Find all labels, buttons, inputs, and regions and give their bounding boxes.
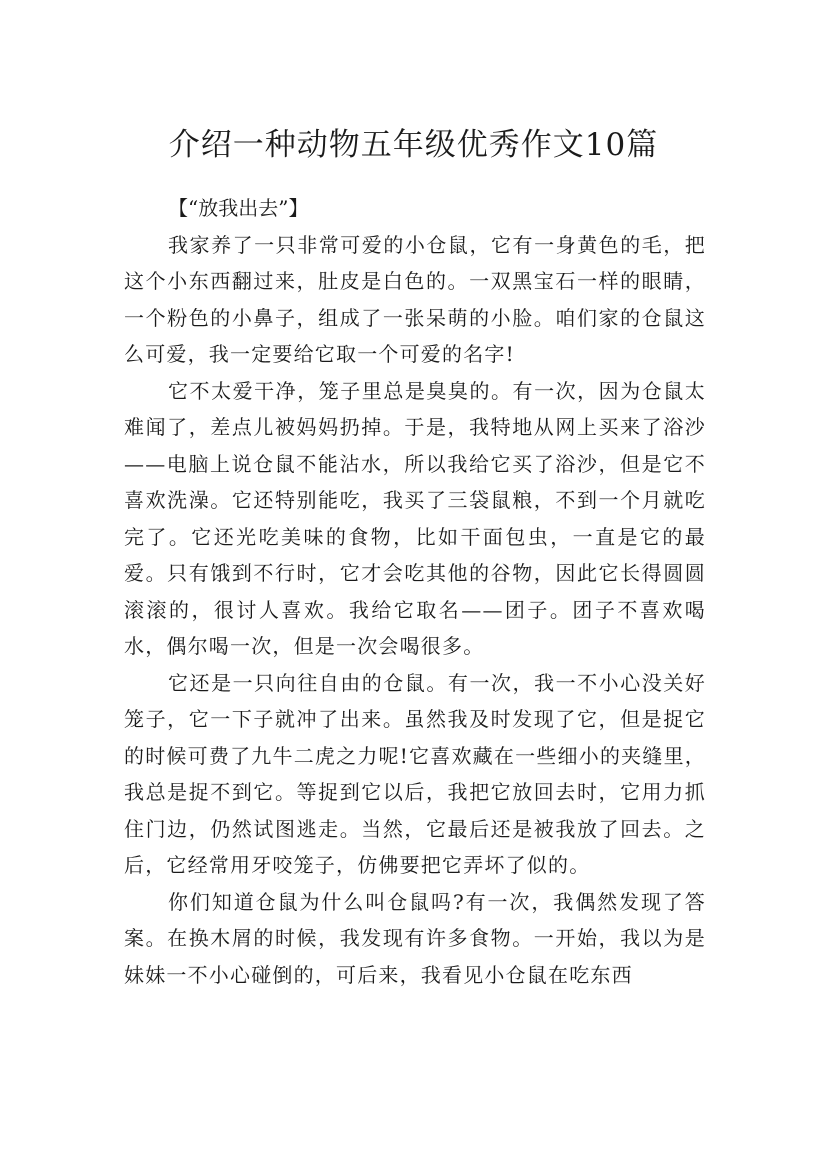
paragraph-1: 我家养了一只非常可爱的小仓鼠，它有一身黄色的毛，把这个小东西翻过来，肚皮是白色的。一双黑宝石一样的眼睛，一个粉色的小鼻子，组成了一张呆萌的小脸。咱们家的仓鼠这么可爱，我一定要给它取一个可爱的名字! — [124, 232, 706, 366]
paragraph-2: 它不太爱干净，笼子里总是臭臭的。有一次，因为仓鼠太难闻了，差点儿被妈妈扔掉。于是，我特地从网上买来了浴沙——电脑上说仓鼠不能沾水，所以我给它买了浴沙，但是它不喜欢洗澡。它还特别能吃，我买了三袋鼠粮，不到一个月就吃完了。它还光吃美味的食物，比如干面包虫，一直是它的最爱。只有饿到不行时，它才会吃其他的谷物，因此它长得圆圆滚滚的，很讨人喜欢。我给它取名——团子。团子不喜欢喝水，偶尔喝一次，但是一次会喝很多。 — [124, 378, 706, 658]
section-heading: 【“放我出去”】 — [168, 196, 309, 220]
document-title: 介绍一种动物五年级优秀作文10篇 — [168, 126, 659, 163]
document-body — [124, 190, 706, 993]
paragraph-4: 你们知道仓鼠为什么叫仓鼠吗?有一次，我偶然发现了答案。在换木屑的时候，我发现有许多食物。一开始，我以为是妹妹一不小心碰倒的，可后来，我看见小仓鼠在吃东西 — [124, 889, 706, 987]
paragraph-3: 它还是一只向往自由的仓鼠。有一次，我一不小心没关好笼子，它一下子就冲了出来。虽然我及时发现了它，但是捉它的时候可费了九牛二虎之力呢!它喜欢藏在一些细小的夹缝里，我总是捉不到它。等捉到它以后，我把它放回去时，它用力抓住门边，仍然试图逃走。当然，它最后还是被我放了回去。之后，它经常用牙咬笼子，仿佛要把它弄坏了似的。 — [124, 670, 706, 877]
